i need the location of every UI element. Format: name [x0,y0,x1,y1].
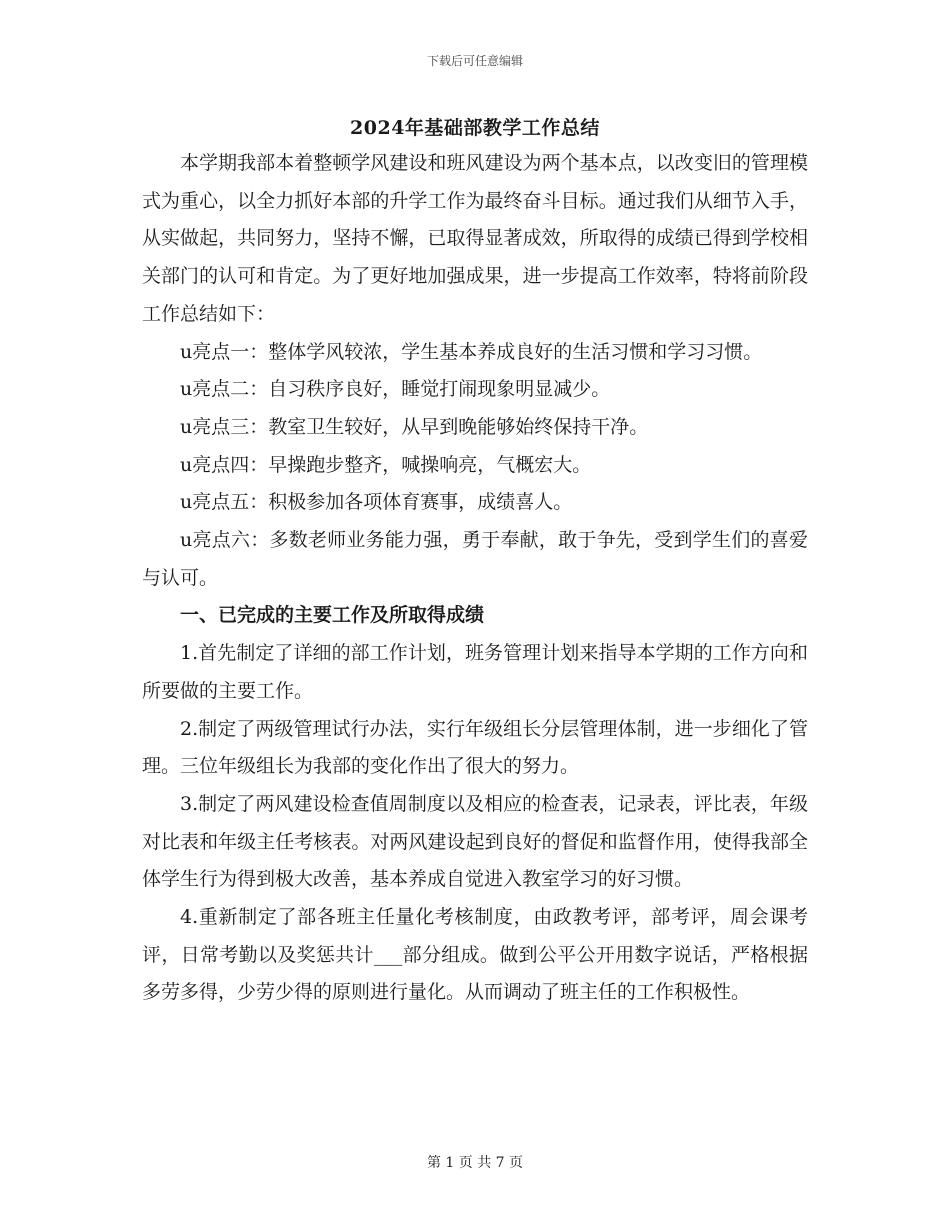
highlight-item-2: u亮点二：自习秩序良好，睡觉打闹现象明显减少。 [180,378,611,401]
highlight-item-3: u亮点三：教室卫生较好，从早到晚能够始终保持干净。 [180,415,649,438]
work-item-1: 1.首先制定了详细的部工作计划，班务管理计划来指导本学期的工作方向和所要做的主要工作。 [142,642,808,702]
work-item-3: 3.制定了两风建设检查值周制度以及相应的检查表，记录表，评比表，年级对比表和年级主任考核表。对两风建设起到良好的督促和监督作用，使得我部全体学生行为得到极大改善，基本养成自觉进入教室学习的好习惯。 [142,792,808,891]
highlight-item-6: u亮点六：多数老师业务能力强，勇于奉献，敢于争先，受到学生们的喜爱与认可。 [142,529,808,589]
document-title: 2024年基础部教学工作总结 [350,117,600,139]
highlight-item-5: u亮点五：积极参加各项体育赛事，成绩喜人。 [180,491,573,514]
section-heading: 一、已完成的主要工作及所取得成绩 [180,604,485,627]
page-header: 下载后可任意编辑 [426,54,523,68]
intro-paragraph: 本学期我部本着整顿学风建设和班风建设为两个基本点，以改变旧的管理模式为重心，以全力抓好本部的升学工作为最终奋斗目标。通过我们从细节入手，从实做起，共同努力，坚持不懈，已取得显著成效，所取得的成绩已得到学校相关部门的认可和肯定。为了更好地加强成果，进一步提高工作效率，特将前阶段工作总结如下： [142,152,808,325]
highlight-item-1: u亮点一：整体学风较浓，学生基本养成良好的生活习惯和学习习惯。 [180,340,763,363]
document-body [142,145,808,1012]
work-item-4: 4.重新制定了部各班主任量化考核制度，由政教考评，部考评，周会课考评，日常考勤以及奖惩共计___部分组成。做到公平公开用数字说话，严格根据多劳多得，少劳少得的原则进行量化。从而调动了班主任的工作积极性。 [142,906,808,1004]
page-number: 第 1 页 共 7 页 [426,1155,524,1171]
work-item-2: 2.制定了两级管理试行办法，实行年级组长分层管理体制，进一步细化了管理。三位年级组长为我部的变化作出了很大的努力。 [142,717,808,778]
highlight-item-4: u亮点四：早操跑步整齐，喊操响亮，气概宏大。 [180,453,592,476]
